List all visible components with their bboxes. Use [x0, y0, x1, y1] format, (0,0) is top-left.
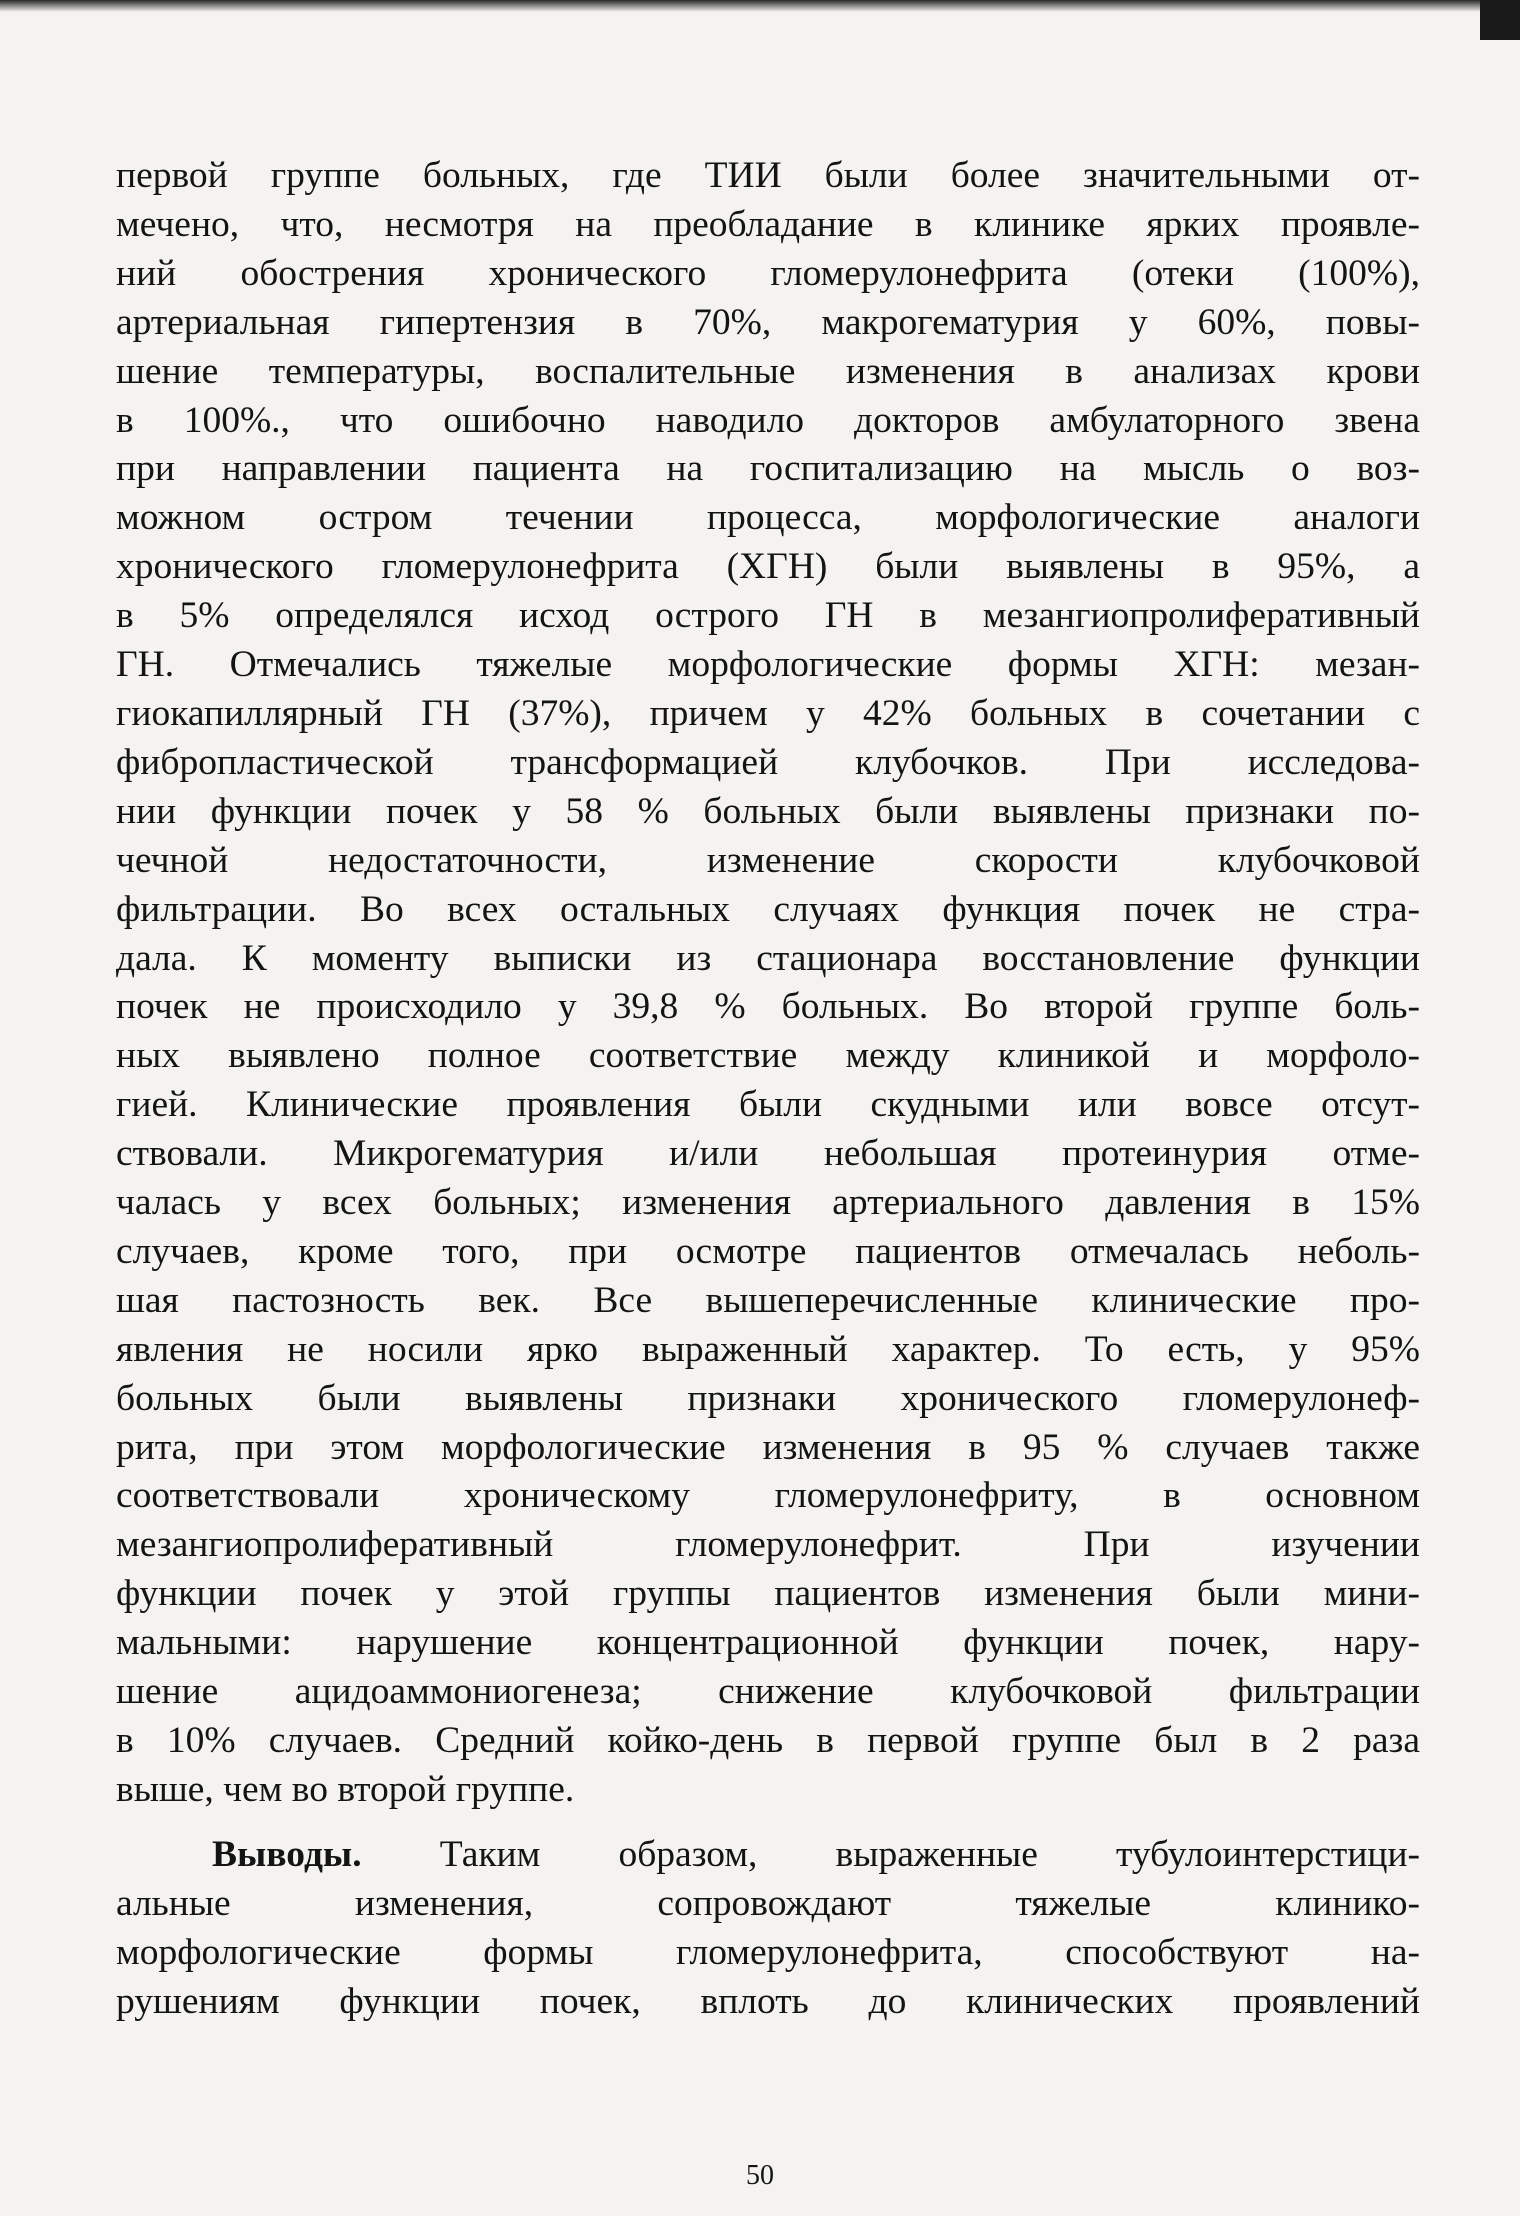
- scan-corner-shadow: [1480, 0, 1520, 40]
- text-line: гиокапиллярный ГН (37%), причем у 42% больных в сочетании с: [116, 692, 1420, 734]
- text-line: в 100%., что ошибочно наводило докторов амбулаторного звена: [116, 399, 1420, 441]
- text-line: в 10% случаев. Средний койко-день в первой группе был в 2 раза: [116, 1720, 1420, 1761]
- text-line: выше, чем во второй группе.: [116, 1768, 575, 1810]
- text-line: хронического гломерулонефрита (ХГН) были выявлены в 95%, а: [116, 546, 1420, 588]
- text-line: явления не носили ярко выраженный характер. То есть, у 95%: [116, 1328, 1420, 1370]
- text-line: в 5% определялся исход острого ГН в мезангиопролиферативный: [116, 595, 1420, 637]
- body-text: [116, 152, 1420, 2026]
- text-line: мальными: нарушение концентрационной функции почек, нару-: [116, 1622, 1420, 1664]
- text-line: фибропластической трансформацией клубочков. При исследова-: [116, 741, 1420, 783]
- text-line: ний обострения хронического гломерулонефрита (отеки (100%),: [116, 252, 1420, 294]
- text-line: чечной недостаточности, изменение скорости клубочковой: [116, 839, 1420, 881]
- text-line: ГН. Отмечались тяжелые морфологические формы ХГН: мезан-: [116, 644, 1420, 686]
- text-line: первой группе больных, где ТИИ были более значительными от-: [116, 155, 1420, 196]
- text-line: можном остром течении процесса, морфологические аналоги: [116, 497, 1420, 539]
- text-line: шение температуры, воспалительные изменения в анализах крови: [116, 350, 1420, 392]
- text-line: при направлении пациента на госпитализацию на мысль о воз-: [116, 448, 1420, 490]
- text-line: чалась у всех больных; изменения артериального давления в 15%: [116, 1182, 1420, 1224]
- conclusions-heading: Выводы.: [212, 1833, 362, 1875]
- text-line: почек не происходило у 39,8 % больных. Во второй группе боль-: [116, 986, 1420, 1028]
- text-line: нии функции почек у 58 % больных были выявлены признаки по-: [116, 790, 1420, 832]
- page-number: 50: [746, 2160, 774, 2191]
- scan-top-edge: [0, 0, 1520, 12]
- text-line: функции почек у этой группы пациентов изменения были мини-: [116, 1573, 1420, 1615]
- text-line: дала. К моменту выписки из стационара восстановление функции: [116, 937, 1420, 979]
- text-line: шая пастозность век. Все вышеперечисленные клинические про-: [116, 1279, 1420, 1321]
- text-line: морфологические формы гломерулонефрита, способствуют на-: [116, 1931, 1420, 1973]
- text-line: рита, при этом морфологические изменения в 95 % случаев также: [116, 1426, 1420, 1468]
- text-line: мезангиопролиферативный гломерулонефрит. При изучении: [116, 1524, 1420, 1566]
- text-line: ствовали. Микрогематурия и/или небольшая протеинурия отме-: [116, 1133, 1420, 1175]
- text-line: случаев, кроме того, при осмотре пациентов отмечалась неболь-: [116, 1230, 1420, 1272]
- text-line: шение ацидоаммониогенеза; снижение клубочковой фильтрации: [116, 1671, 1420, 1713]
- text-line: артериальная гипертензия в 70%, макрогематурия у 60%, повы-: [116, 301, 1420, 343]
- text-line: фильтрации. Во всех остальных случаях функция почек не стра-: [116, 888, 1420, 930]
- text-line: мечено, что, несмотря на преобладание в клинике ярких проявле-: [116, 203, 1420, 245]
- paragraph-gap: [116, 1815, 1420, 1831]
- text-line: рушениям функции почек, вплоть до клинических проявлений: [116, 1980, 1420, 2022]
- text-line: альные изменения, сопровождают тяжелые клинико-: [116, 1882, 1420, 1924]
- conclusions-text: Таким образом, выраженные тубулоинтерстици-: [439, 1833, 1420, 1875]
- text-line: соответствовали хроническому гломерулонефриту, в основном: [116, 1475, 1420, 1517]
- text-line: больных были выявлены признаки хронического гломерулонеф-: [116, 1377, 1420, 1419]
- conclusions-first-line: [116, 1831, 1420, 1880]
- text-line: гией. Клинические проявления были скудными или вовсе отсут-: [116, 1084, 1420, 1126]
- text-line: ных выявлено полное соответствие между клиникой и морфоло-: [116, 1035, 1420, 1077]
